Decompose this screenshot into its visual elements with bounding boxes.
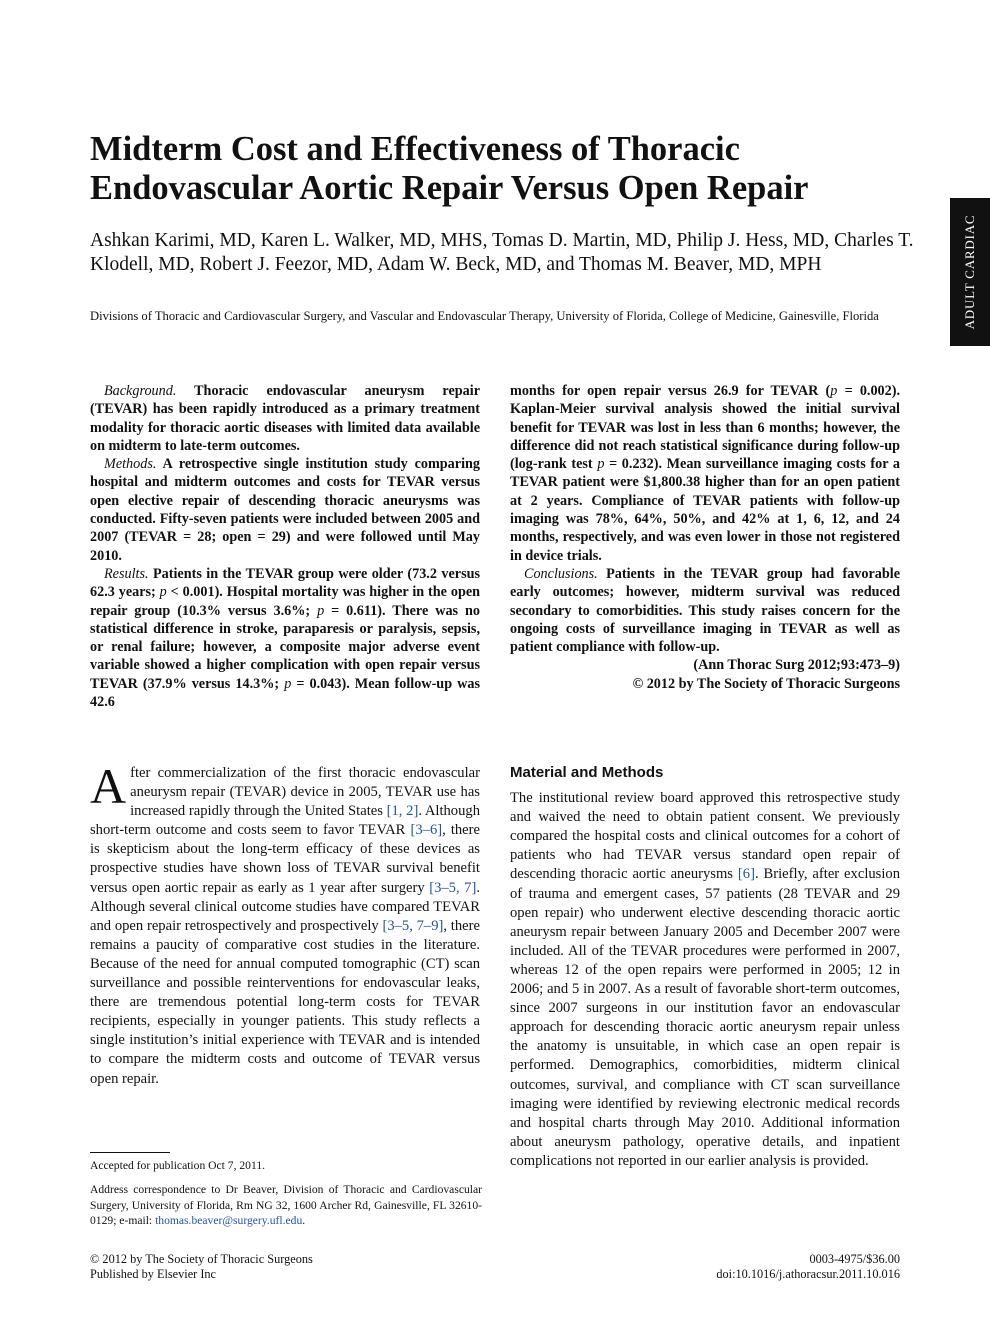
author-list: Ashkan Karimi, MD, Karen L. Walker, MD, MHS, Tomas D. Martin, MD, Philip J. Hess, MD, Charles T. Klodell, MD, Robert J. Feezor, MD, Adam W. Beck, MD, and Thomas M. Beaver, MD, MPH: [90, 230, 914, 275]
footer-left: [90, 1252, 313, 1282]
footer-copyright: © 2012 by The Society of Thoracic Surgeons: [90, 1252, 313, 1266]
section-side-tab: [950, 198, 990, 346]
footnote-divider: [90, 1152, 170, 1153]
section-side-tab-label: ADULT CARDIAC: [962, 214, 977, 330]
reference-link[interactable]: [3–5, 7]: [429, 879, 477, 896]
footer-issn: 0003-4975/$36.00: [809, 1252, 900, 1266]
introduction-column: [90, 758, 480, 1089]
reference-link[interactable]: [1, 2]: [386, 803, 419, 820]
accepted-note: Accepted for publication Oct 7, 2011.: [90, 1159, 266, 1172]
abstract-methods: Methods. A retrospective single institution study comparing hospital and midterm outcomes and costs for TEVAR versus open elective repair of descending thoracic aneurysms was conducted. Fifty-seven patients were included between 2005 and 2007 (TEVAR = 28; open = 29) and were followed until May 2010.: [90, 456, 481, 564]
drop-cap: A: [90, 758, 127, 814]
footer-doi: doi:10.1016/j.athoracsur.2011.10.016: [716, 1267, 900, 1281]
footer-right: [600, 1252, 900, 1282]
abstract-left-column: [90, 382, 480, 711]
section-heading: Material and Methods: [510, 764, 664, 781]
email-link[interactable]: thomas.beaver@surgery.ufl.edu: [155, 1214, 303, 1227]
abstract-conclusions: Conclusions. Patients in the TEVAR group had favorable early outcomes; however, midterm survival was reduced secondary to comorbidities. This study raises concern for the ongoing costs of surveillance imaging in TEVAR as well as patient compliance with follow-up.: [510, 565, 900, 656]
affiliation: Divisions of Thoracic and Cardiovascular Surgery, and Vascular and Endovascular Therapy, University of Florida, College of Medicine, Gainesville, Florida: [90, 309, 879, 323]
methods-column: [510, 763, 900, 1171]
reference-link[interactable]: [3–6]: [410, 822, 443, 839]
footer-publisher: Published by Elsevier Inc: [90, 1267, 217, 1281]
reference-link[interactable]: [6]: [737, 866, 755, 883]
reference-link[interactable]: [3–5, 7–9]: [382, 917, 444, 934]
introduction-paragraph: After commercialization of the first thoracic endovascular aneurysm repair (TEVAR) device in 2005, TEVAR use has increased rapidly through the United States [1, 2]. Although short-term outcome and costs seem to favor TEVAR [3–6], there is skepticism about the long-term efficacy of these devices as prospective studies have shown loss of TEVAR survival benefit versus open aortic repair as early as 1 year after surgery [3–5, 7]. Although several clinical outcome studies have compared TEVAR and open repair retrospectively and prospectively [3–5, 7–9], there remains a paucity of comparative cost studies in the literature. Because of the need for annual computed tomographic (CT) scan surveillance and possible reinterventions for endovascular leaks, there are tremendous potential long-term costs for TEVAR recipients, especially in younger patients. This study reflects a single institution’s initial experience with TEVAR and is intended to compare the midterm costs and outcome of TEVAR versus open repair.: [90, 758, 480, 1087]
correspondence-note: Address correspondence to Dr Beaver, Division of Thoracic and Cardiovascular Surgery, University of Florida, Rm NG 32, 1600 Archer Rd, Gainesville, FL 32610-0129; e-mail: thomas.beaver@surgery.ufl.edu.: [90, 1183, 482, 1227]
abstract-background: Background. Thoracic endovascular aneurysm repair (TEVAR) has been rapidly introduced as a primary treatment modality for thoracic aortic diseases with limited data available on midterm to late-term outcomes.: [90, 383, 480, 454]
abstract-conclusions-label: Conclusions.: [524, 565, 598, 582]
abstract-copyright: © 2012 by The Society of Thoracic Surgeons: [632, 675, 900, 692]
journal-citation: (Ann Thorac Surg 2012;93:473–9): [693, 657, 900, 674]
abstract-results-continued: months for open repair versus 26.9 for TEVAR (p = 0.002). Kaplan-Meier survival analysis showed the initial survival benefit for TEVAR was lost in less than 6 months; however, the difference did not reach statistical significance during follow-up (log-rank test p = 0.232). Mean surveillance imaging costs for a TEVAR patient were $1,800.38 higher than for an open patient at 2 years. Compliance of TEVAR patients with follow-up imaging was 78%, 64%, 50%, and 42% at 1, 6, 12, and 24 months, respectively, and was even lower in those not registered in device trials.: [510, 383, 901, 564]
abstract-results: Results. Patients in the TEVAR group were older (73.2 versus 62.3 years; p < 0.001). Hospital mortality was higher in the open repair group (10.3% versus 3.6%; p = 0.611). There was no statistical difference in stroke, paraparesis or paralysis, sepsis, or renal failure; however, a composite major adverse event variable showed a higher complication with open repair versus TEVAR (37.9% versus 14.3%; p = 0.043). Mean follow-up was 42.6: [90, 565, 481, 711]
article-title: Midterm Cost and Effectiveness of Thoracic Endovascular Aortic Repair Versus Open Repair: [90, 130, 809, 207]
abstract-methods-label: Methods.: [104, 456, 157, 473]
methods-paragraph: The institutional review board approved this retrospective study and waived the need to obtain patient consent. We previously compared the hospital costs and clinical outcomes for a cohort of patients who had TEVAR versus standard open repair of descending thoracic aortic aneurysms [6]. Briefly, after exclusion of trauma and emergent cases, 57 patients (28 TEVAR and 29 open repair) who underwent elective descending thoracic aortic aneurysm repair between January 2005 and December 2007 were included. All of the TEVAR procedures were performed in 2007, whereas 12 of the open repairs were performed in 2005; 12 in 2006; and 5 in 2007. As a result of favorable short-term outcomes, since 2007 surgeons in our institution favor an endovascular approach for descending thoracic aortic aneurysm repair unless the anatomy is unsuitable, in which case an open repair is performed. Demographics, comorbidities, midterm clinical outcomes, survival, and compliance with CT scan surveillance imaging were identified by reviewing electronic medical records and hospital charts through May 2010. Additional information about aneurysm pathology, operative details, and inpatient complications not reported in our earlier analysis is provided.: [510, 790, 900, 1169]
abstract-right-column: [510, 382, 900, 693]
abstract-background-label: Background.: [104, 383, 177, 399]
abstract-results-label: Results.: [104, 565, 149, 582]
